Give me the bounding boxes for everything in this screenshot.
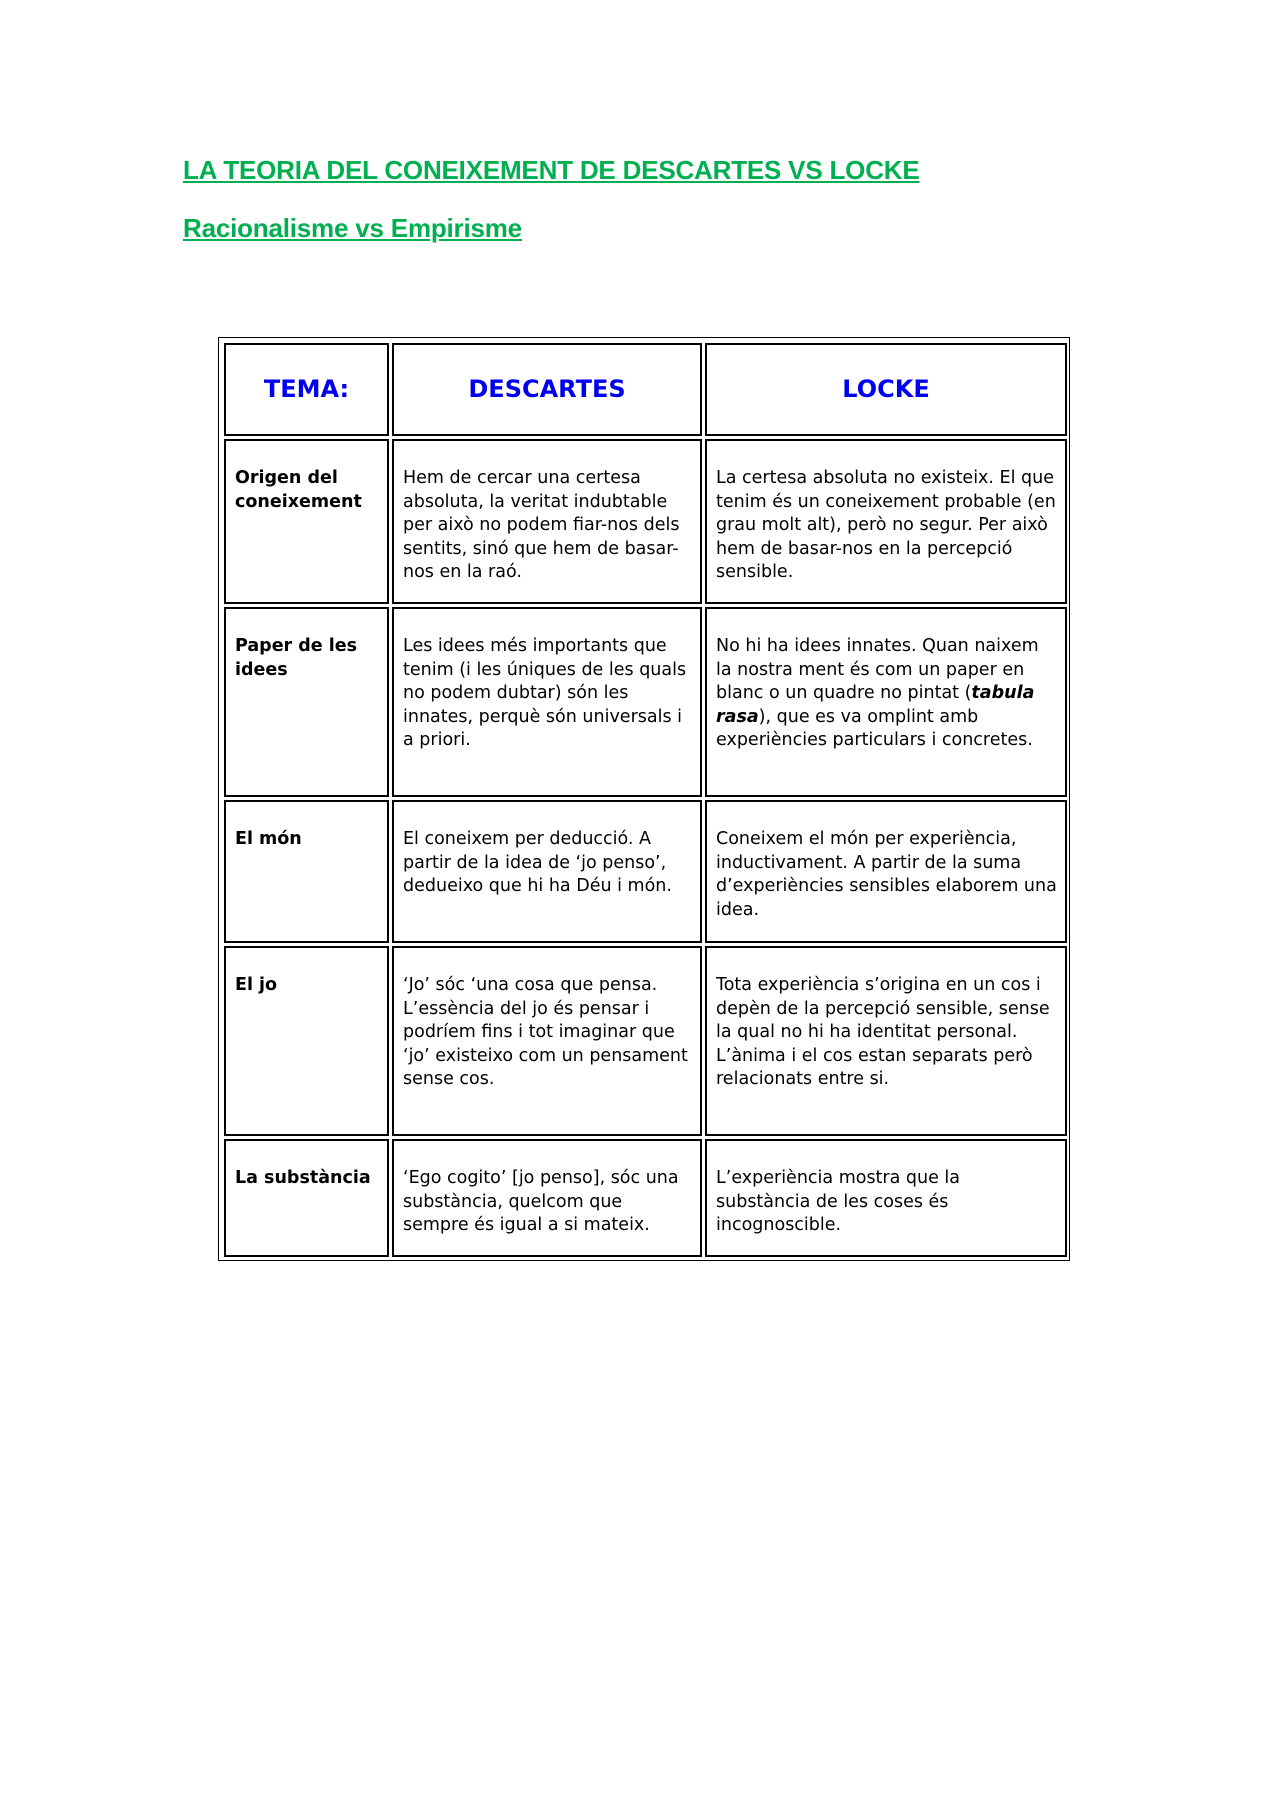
- descartes-cell: ‘Jo’ sóc ‘una cosa que pensa. L’essència del jo és pensar i podríem fins i tot imaginar que ‘jo’ existeixo com un pensament sense cos.: [392, 946, 702, 1136]
- descartes-cell: ‘Ego cogito’ [jo penso], sóc una substància, quelcom que sempre és igual a si mateix.: [392, 1139, 702, 1257]
- topic-cell: El món: [224, 800, 389, 943]
- table-row: [224, 439, 1067, 604]
- document-subtitle: Racionalisme vs Empirisme: [183, 213, 522, 243]
- locke-text-part: No hi ha idees innates. Quan naixem la nostra ment és com un paper en blanc o un quadre no pintat (: [716, 636, 1039, 703]
- locke-cell: L’experiència mostra que la substància de les coses és incognoscible.: [705, 1139, 1067, 1257]
- comparison-table: [221, 340, 1070, 1260]
- comparison-table-frame: [218, 337, 1070, 1261]
- locke-cell: La certesa absoluta no existeix. El que tenim és un coneixement probable (en grau molt alt), però no segur. Per això hem de basar-nos en la percepció sensible.: [705, 439, 1067, 604]
- descartes-cell: El coneixem per deducció. A partir de la idea de ‘jo penso’, dedueixo que hi ha Déu i món.: [392, 800, 702, 943]
- header-descartes: DESCARTES: [392, 343, 702, 436]
- table-row: [224, 607, 1067, 797]
- table-row: [224, 800, 1067, 943]
- topic-cell: Origen del coneixement: [224, 439, 389, 604]
- locke-cell: Tota experiència s’origina en un cos i depèn de la percepció sensible, sense la qual no hi ha identitat personal. L’ànima i el cos estan separats però relacionats entre si.: [705, 946, 1067, 1136]
- locke-cell: [705, 607, 1067, 797]
- descartes-cell: Les idees més importants que tenim (i les úniques de les quals no podem dubtar) són les innates, perquè són universals i a priori.: [392, 607, 702, 797]
- table-header-row: [224, 343, 1067, 436]
- table-row: [224, 946, 1067, 1136]
- topic-cell: El jo: [224, 946, 389, 1136]
- topic-cell: La substància: [224, 1139, 389, 1257]
- tabula-rasa-emphasis: tabula rasa: [716, 683, 1035, 727]
- table-row: [224, 1139, 1067, 1257]
- document-title: LA TEORIA DEL CONEIXEMENT DE DESCARTES VS LOCKE: [183, 155, 920, 185]
- descartes-cell: Hem de cercar una certesa absoluta, la veritat indubtable per això no podem fiar-nos dels sentits, sinó que hem de basar-nos en la raó.: [392, 439, 702, 604]
- locke-text-part: ), que es va omplint amb experiències particulars i concretes.: [716, 706, 1033, 750]
- topic-cell: Paper de les idees: [224, 607, 389, 797]
- header-locke: LOCKE: [705, 343, 1067, 436]
- header-tema: TEMA:: [224, 343, 389, 436]
- locke-cell: Coneixem el món per experiència, inductivament. A partir de la suma d’experiències sensibles elaborem una idea.: [705, 800, 1067, 943]
